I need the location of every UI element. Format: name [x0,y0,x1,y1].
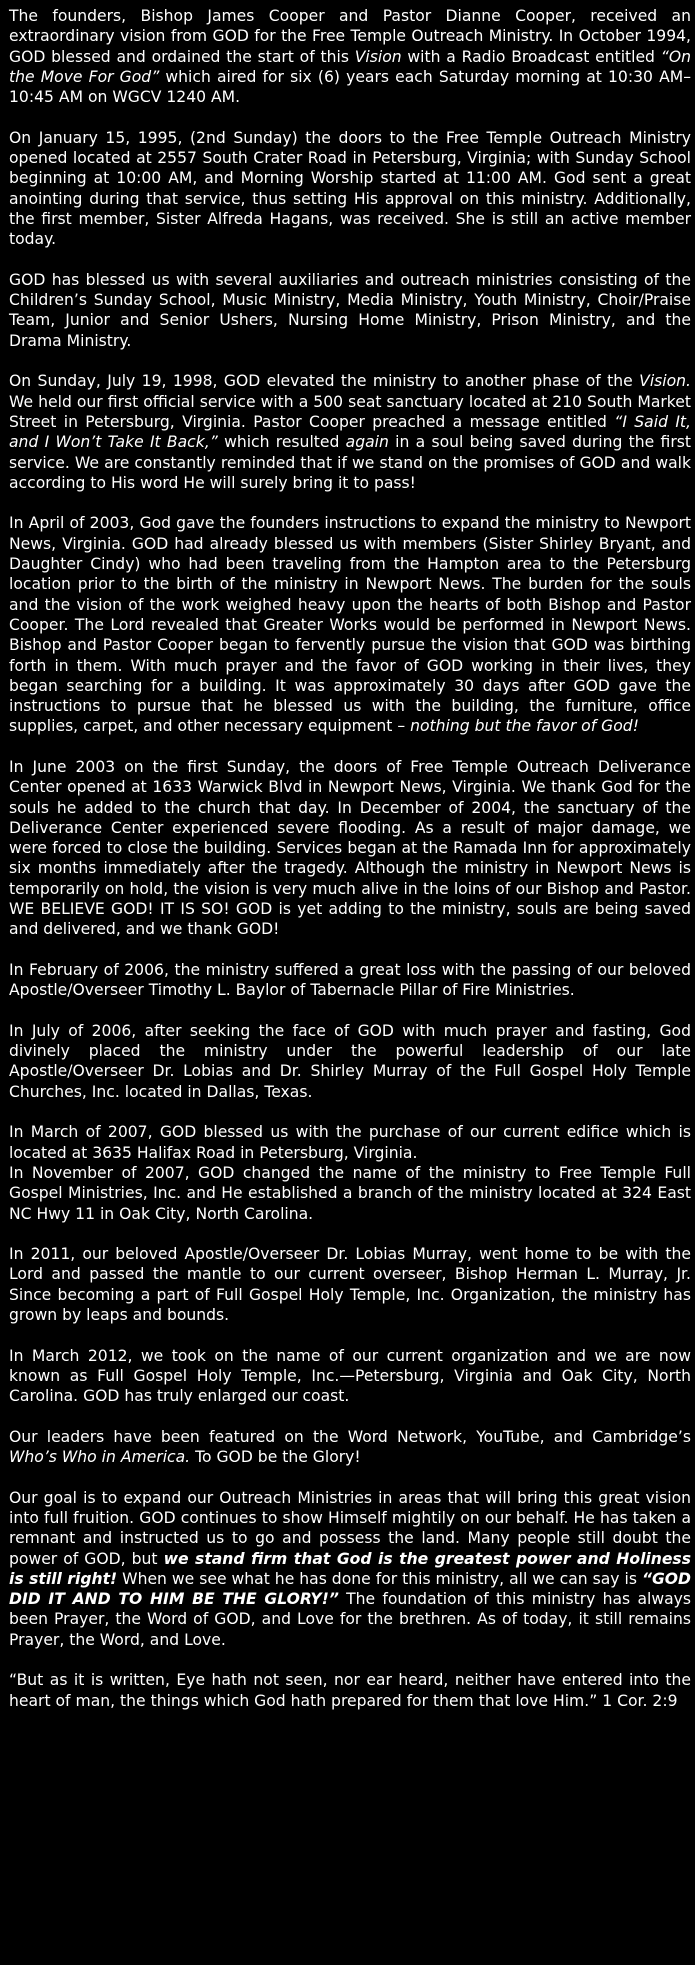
paragraph-sanctuary-1998: On Sunday, July 19, 1998, GOD elevated the ministry to another phase of the Vision. We held our first official service with a 500 seat sanctuary located at 210 South Market Street in Petersburg, Virginia. Pastor Cooper preached a message entitled “I Said It, and I Won’t Take It Back,” which resulted again in a soul being saved during the first service. We are constantly reminded that if we stand on the promises of GOD and walk according to His word He will surely bring it to pass! [9,372,692,492]
sermon-title: “I Said It, and I Won’t Take It Back,” [9,412,691,452]
paragraph-mantle-2011: In 2011, our beloved Apostle/Overseer Dr. Lobias Murray, went home to be with the Lord and passed the mantle to our current overseer, Bishop Herman L. Murray, Jr. Since becoming a part of Full Gospel Holy Temple, Inc. Organization, the ministry has grown by leaps and bounds. [9,1245,691,1324]
paragraph-doors-opened-1995: On January 15, 1995, (2nd Sunday) the doors to the Free Temple Outreach Ministry opened located at 2557 South Crater Road in Petersburg, Virginia; with Sunday School beginning at 10:00 AM, and Morning Worship started at 11:00 AM. God sent a great anointing during that service, thus setting His approval on this ministry. Additionally, the first member, Sister Alfreda Hagans, was received. She is still an active member today. [9,128,691,249]
paragraph-organization-2012: In March 2012, we took on the name of our current organization and we are now known as Full Gospel Holy Temple, Inc.—Petersburg, Virginia and Oak City, North Carolina. GOD has truly enlarged our coast. [9,1346,691,1406]
paragraph-featured: Our leaders have been featured on the Word Network, YouTube, and Cambridge’s Who’s Who in America. To GOD be the Glory! [9,1427,691,1467]
vision-emphasis: Vision [354,47,402,66]
paragraph-goal: Our goal is to expand our Outreach Ministries in areas that will bring this great vision into full fruition. GOD continues to show Himself mightily on our behalf. He has taken a remnant and instructed us to go and possess the land. Many people still doubt the power of GOD, but we stand firm that God is the greatest power and Holiness is still right! When we see what he has done for this ministry, all we can say is “GOD DID IT AND TO HIM BE THE GLORY!” The foundation of this ministry has always been Prayer, the Word of GOD, and Love for the brethren. As of today, it still remains Prayer, the Word, and Love. [9,1488,691,1649]
glory-emphasis: “GOD DID IT AND TO HIM BE THE GLORY!” [9,1569,691,1609]
paragraph-loss-2006: In February of 2006, the ministry suffered a great loss with the passing of our beloved Apostle/Overseer Timothy L. Baylor of Tabernacle Pillar of Fire Ministries. [9,960,691,1000]
paragraph-leadership-2006: In July of 2006, after seeking the face of GOD with much prayer and fasting, God divinely placed the ministry under the powerful leadership of our late Apostle/Overseer Dr. Lobias and Dr. Shirley Murray of the Full Gospel Holy Temple Churches, Inc. located in Dallas, Texas. [9,1021,691,1101]
paragraph-name-change-2007: In November of 2007, GOD changed the name of the ministry to Free Temple Full Gospel Ministries, Inc. and He established a branch of the ministry located at 324 East NC Hwy 11 in Oak City, North Carolina. [9,1163,691,1223]
broadcast-title: “On the Move For God” [9,47,691,86]
paragraph-deliverance-center: In June 2003 on the first Sunday, the doors of Free Temple Outreach Deliverance Center opened at 1633 Warwick Blvd in Newport News, Virginia. We thank God for the souls he added to the church that day. In December of 2004, the sanctuary of the Deliverance Center experienced severe flooding. As a result of major damage, we were forced to close the building. Services began at the Ramada Inn for approximately six months immediately after the tragedy. Although the ministry in Newport News is temporarily on hold, the vision is very much alive in the loins of our Bishop and Pastor. WE BELIEVE GOD! IT IS SO! GOD is yet adding to the ministry, souls are being saved and delivered, and we thank GOD! [9,757,691,939]
whos-who-title: Who’s Who in America. [9,1448,191,1467]
scripture-quote: “But as it is written, Eye hath not seen, nor ear heard, neither have entered into the heart of man, the things which God hath prepared for them that love Him.” 1 Cor. 2:9 [9,1671,691,1710]
favor-emphasis: nothing but the favor of God! [410,717,639,736]
stand-firm-emphasis: we stand firm that God is the greatest power and Holiness is still right! [9,1549,691,1588]
paragraph-newport-news-2003: In April of 2003, God gave the founders instructions to expand the ministry to Newport News, Virginia. GOD had already blessed us with members (Sister Shirley Bryant, and Daughter Cindy) who had been traveling from the Hampton area to the Petersburg location prior to the birth of the ministry in Newport News. The burden for the souls and the vision of the work weighed heavy upon the hearts of both Bishop and Pastor Cooper. The Lord revealed that Greater Works would be performed in Newport News. Bishop and Pastor Cooper began to fervently pursue the vision that GOD was birthing forth in them. With much prayer and the favor of GOD working in their lives, they began searching for a building. It was approximately 30 days after GOD gave the instructions to pursue that he blessed us with the building, the furniture, office supplies, carpet, and other necessary equipment – nothing but the favor of God! [9,514,691,736]
paragraph-edifice-2007: In March of 2007, GOD blessed us with the purchase of our current edifice which is located at 3635 Halifax Road in Petersburg, Virginia. [9,1123,691,1162]
paragraph-auxiliaries: GOD has blessed us with several auxiliaries and outreach ministries consisting of the Children’s Sunday School, Music Ministry, Media Ministry, Youth Ministry, Choir/Praise Team, Junior and Senior Ushers, Nursing Home Ministry, Prison Ministry, and the Drama Ministry. [9,270,691,350]
again-emphasis: again [345,433,389,452]
vision-emphasis: Vision. [639,372,691,391]
paragraph-founders-vision: The founders, Bishop James Cooper and Pastor Dianne Cooper, received an extraordinary vision from GOD for the Free Temple Outreach Ministry. In October 1994, GOD blessed and ordained the start of this Vision with a Radio Broadcast entitled “On the Move For God” which aired for six (6) years each Saturday morning at 10:30 AM–10:45 AM on WGCV 1240 AM. [9,7,691,107]
